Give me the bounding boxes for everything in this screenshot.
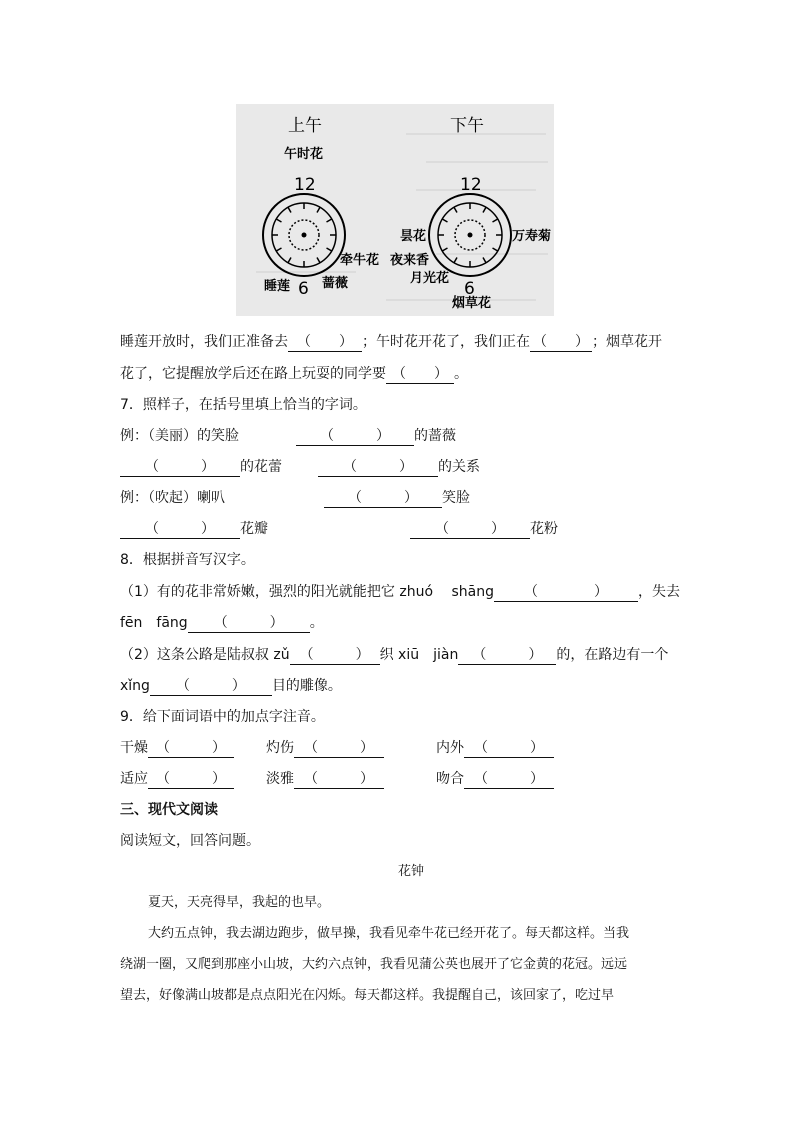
am-clock (263, 194, 345, 276)
q7-example1-target: （ ） 的蔷薇 (296, 426, 456, 446)
q6-text-e: 。 (454, 366, 468, 382)
q6-blank-2[interactable]: （ ） (530, 333, 592, 352)
q8-s1-line1: （1）有的花非常娇嫩，强烈的阳光就能把它 zhuó shāng （ ） ，失去 (120, 584, 680, 600)
q7-blank-example2[interactable]: （ ） (324, 489, 442, 508)
q9-item-1: 干燥 （ ） (120, 738, 234, 758)
q8-blank-4[interactable]: （ ） (458, 646, 556, 665)
q6-blank-1[interactable]: （ ） (288, 333, 362, 352)
am-six: 6 (298, 279, 309, 299)
am-top-label: 午时花 (284, 147, 324, 162)
q7-row4-a: （ ） 花瓣 (120, 519, 268, 539)
q6-text-b: ；午时花开花了，我们正在 (362, 334, 530, 350)
q9-blank-1[interactable]: （ ） (148, 739, 234, 758)
q7-row2-b: （ ） 的关系 (318, 457, 480, 477)
passage-p2-line2: 绕湖一圈，又爬到那座小山坡，大约六点钟，我看见蒲公英也展开了它金黄的花冠。远远 (120, 957, 628, 972)
q6-text-c: ；烟草花开 (592, 334, 662, 350)
pm-right: 万寿菊 (512, 229, 552, 244)
q6-line1 (120, 332, 662, 352)
q8-blank-5[interactable]: （ ） (150, 677, 272, 696)
passage-p2-line1: 大约五点钟，我去湖边跑步，做早操，我看见牵牛花已经开花了。每天都这样。当我 (148, 926, 630, 941)
pm-twelve: 12 (460, 175, 482, 195)
q8-heading: 8．根据拼音写汉字。 (120, 552, 255, 568)
am-right: 牵牛花 (340, 253, 380, 268)
q6-text-a: 睡莲开放时，我们正准备去 (120, 334, 288, 350)
q9-item-3: 内外 （ ） (436, 738, 554, 758)
flower-clock-svg (236, 104, 554, 316)
q9-blank-3[interactable]: （ ） (464, 739, 554, 758)
am-bottom-left: 睡莲 (264, 279, 291, 294)
q9-blank-4[interactable]: （ ） (148, 770, 234, 789)
q7-row4-b: （ ） 花粉 (410, 519, 558, 539)
q8-s2-line2: xǐng （ ） 目的雕像。 (120, 678, 342, 694)
pm-left: 昙花 (400, 229, 427, 244)
passage-p2-line3: 望去，好像满山坡都是点点阳光在闪烁。每天都这样。我提醒自己，该回家了，吃过早 (120, 988, 615, 1003)
q9-heading: 9．给下面词语中的加点字注音。 (120, 709, 325, 725)
am-title: 上午 (288, 116, 322, 136)
q8-blank-1[interactable]: （ ） (494, 583, 638, 602)
q7-blank-2[interactable]: （ ） (120, 458, 240, 477)
q6-text-d: 花了，它提醒放学后还在路上玩耍的同学要 (120, 366, 386, 382)
pm-bottom: 烟草花 (452, 296, 492, 311)
q9-blank-5[interactable]: （ ） (294, 770, 384, 789)
q7-example1: 例：（美丽）的笑脸 (120, 428, 239, 444)
q9-item-2: 灼伤 （ ） (266, 738, 384, 758)
q7-example2-target: （ ） 笑脸 (324, 488, 470, 508)
pm-clock (429, 194, 511, 276)
pm-title: 下午 (450, 116, 484, 136)
passage-p1: 夏天，天亮得早，我起的也早。 (148, 895, 331, 910)
q9-item-4: 适应 （ ） (120, 769, 234, 789)
q8-blank-2[interactable]: （ ） (188, 614, 310, 633)
q9-blank-6[interactable]: （ ） (464, 770, 554, 789)
q7-heading: 7．照样子，在括号里填上恰当的字词。 (120, 397, 367, 413)
am-twelve: 12 (294, 175, 316, 195)
q8-s1-line2: fēn fāng （ ） 。 (120, 615, 324, 631)
pm-six: 6 (464, 279, 475, 299)
section3-instruction: 阅读短文，回答问题。 (120, 833, 260, 849)
q8-s2-line1: （2）这条公路是陆叔叔 zǔ （ ） 织 xiū jiàn （ ） 的，在路边有一个 (120, 647, 669, 663)
passage-title: 花钟 (398, 864, 425, 879)
q6-blank-3[interactable]: （ ） (386, 365, 454, 384)
section3-heading: 三、现代文阅读 (120, 802, 218, 818)
q7-row2-a: （ ） 的花蕾 (120, 457, 282, 477)
am-bottom-mid: 蔷薇 (322, 276, 349, 291)
q7-blank-5[interactable]: （ ） (410, 520, 530, 539)
q9-blank-2[interactable]: （ ） (294, 739, 384, 758)
q7-example2: 例：（吹起）喇叭 (120, 490, 225, 506)
q7-blank-3[interactable]: （ ） (318, 458, 438, 477)
q9-item-5: 淡雅 （ ） (266, 769, 384, 789)
q9-item-6: 吻合 （ ） (436, 769, 554, 789)
pm-bottom-left: 月光花 (410, 271, 450, 286)
flower-clock-figure (236, 104, 554, 316)
q7-blank-4[interactable]: （ ） (120, 520, 240, 539)
pm-lower-left: 夜来香 (390, 253, 430, 268)
q8-blank-3[interactable]: （ ） (290, 646, 380, 665)
q7-blank-example1[interactable]: （ ） (296, 427, 414, 446)
q6-line2 (120, 364, 468, 384)
